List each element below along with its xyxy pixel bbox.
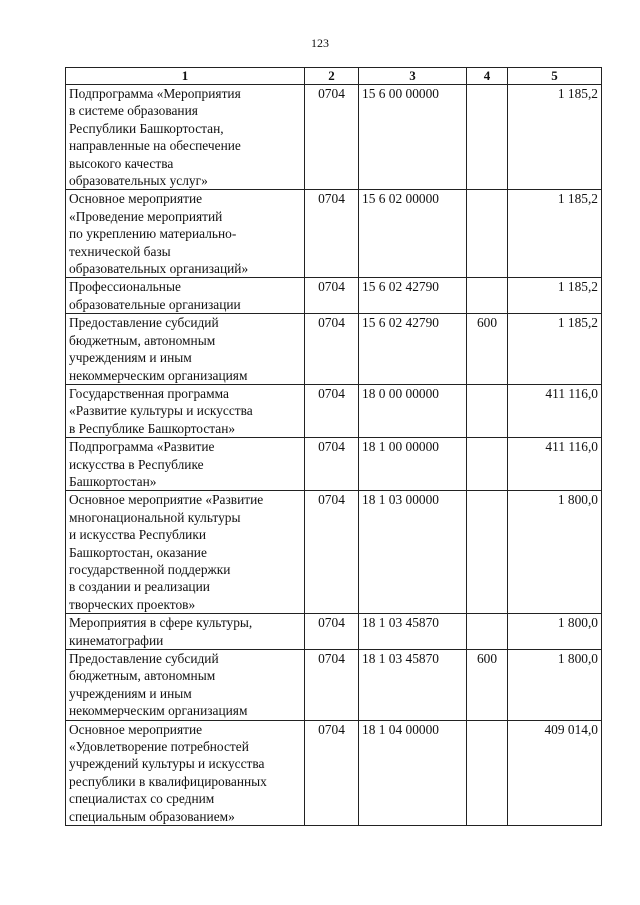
row-target-code: 18 1 00 00000 bbox=[359, 438, 467, 491]
table-row bbox=[66, 614, 602, 650]
row-name-cell bbox=[66, 190, 305, 278]
row-name-line: в системе образования bbox=[69, 103, 198, 119]
table-row bbox=[66, 438, 602, 491]
row-name-cell bbox=[66, 85, 305, 190]
row-amount: 411 116,0 bbox=[508, 438, 602, 491]
row-section-code: 0704 bbox=[305, 650, 359, 721]
row-name-line: «Развитие культуры и искусства bbox=[69, 403, 253, 419]
row-target-code: 15 6 02 00000 bbox=[359, 190, 467, 278]
row-target-code: 18 1 03 00000 bbox=[359, 491, 467, 614]
table-body bbox=[66, 85, 602, 826]
row-name-line: Башкортостан, оказание bbox=[69, 544, 207, 560]
row-name-line: и искусства Республики bbox=[69, 527, 206, 543]
row-name-line: специальным образованием» bbox=[69, 808, 235, 824]
row-name-line: Государственная программа bbox=[69, 385, 229, 401]
row-expense-type: 600 bbox=[467, 650, 508, 721]
row-name-line: направленные на обеспечение bbox=[69, 138, 241, 154]
row-target-code: 15 6 00 00000 bbox=[359, 85, 467, 190]
row-name-line: по укреплению материально- bbox=[69, 226, 237, 242]
row-expense-type bbox=[467, 614, 508, 650]
row-name-line: технической базы bbox=[69, 243, 171, 259]
row-name-line: бюджетным, автономным bbox=[69, 668, 216, 684]
row-name-cell bbox=[66, 720, 305, 825]
row-target-code: 15 6 02 42790 bbox=[359, 278, 467, 314]
row-expense-type bbox=[467, 278, 508, 314]
row-expense-type: 600 bbox=[467, 314, 508, 385]
header-col-1: 1 bbox=[66, 68, 305, 85]
budget-table bbox=[65, 67, 602, 826]
header-col-3: 3 bbox=[359, 68, 467, 85]
row-expense-type bbox=[467, 438, 508, 491]
row-name-cell bbox=[66, 491, 305, 614]
header-col-5: 5 bbox=[508, 68, 602, 85]
row-target-code: 18 1 03 45870 bbox=[359, 650, 467, 721]
row-expense-type bbox=[467, 384, 508, 437]
row-name-line: Башкортостан» bbox=[69, 473, 157, 489]
table-row bbox=[66, 85, 602, 190]
row-name-line: Предоставление субсидий bbox=[69, 651, 219, 666]
row-name-line: образовательных организаций» bbox=[69, 261, 249, 277]
row-name-line: некоммерческим организациям bbox=[69, 703, 248, 719]
row-name-line: образовательных услуг» bbox=[69, 173, 208, 189]
page-number: 123 bbox=[311, 36, 329, 50]
row-amount: 1 185,2 bbox=[508, 314, 602, 385]
row-expense-type bbox=[467, 720, 508, 825]
table-row bbox=[66, 720, 602, 825]
row-name-cell bbox=[66, 650, 305, 721]
row-name-line: искусства в Республике bbox=[69, 456, 204, 472]
row-name-line: «Проведение мероприятий bbox=[69, 208, 223, 224]
header-col-2: 2 bbox=[305, 68, 359, 85]
row-target-code: 18 1 04 00000 bbox=[359, 720, 467, 825]
row-name-cell bbox=[66, 614, 305, 650]
row-section-code: 0704 bbox=[305, 85, 359, 190]
row-name-line: в Республике Башкортостан» bbox=[69, 420, 236, 436]
row-name-line: учреждениям и иным bbox=[69, 685, 192, 701]
row-expense-type bbox=[467, 190, 508, 278]
row-amount: 409 014,0 bbox=[508, 720, 602, 825]
row-section-code: 0704 bbox=[305, 384, 359, 437]
row-name-cell bbox=[66, 438, 305, 491]
row-name-line: Основное мероприятие bbox=[69, 721, 203, 737]
row-section-code: 0704 bbox=[305, 438, 359, 491]
row-name-cell bbox=[66, 314, 305, 385]
row-expense-type bbox=[467, 491, 508, 614]
row-name-cell bbox=[66, 384, 305, 437]
row-name-cell bbox=[66, 278, 305, 314]
row-name-line: бюджетным, автономным bbox=[69, 332, 216, 348]
table-row bbox=[66, 278, 602, 314]
row-name-line: Основное мероприятие bbox=[69, 191, 203, 207]
row-name-line: «Удовлетворение потребностей bbox=[69, 739, 249, 755]
row-target-code: 18 1 03 45870 bbox=[359, 614, 467, 650]
row-section-code: 0704 bbox=[305, 278, 359, 314]
row-name-line: в создании и реализации bbox=[69, 579, 210, 595]
row-name-line: специалистах со средним bbox=[69, 791, 215, 807]
table-row bbox=[66, 384, 602, 437]
table-row bbox=[66, 491, 602, 614]
row-section-code: 0704 bbox=[305, 314, 359, 385]
table-row bbox=[66, 650, 602, 721]
row-name-line: Основное мероприятие «Развитие bbox=[69, 492, 264, 508]
row-name-line: некоммерческим организациям bbox=[69, 367, 248, 383]
row-amount: 1 800,0 bbox=[508, 614, 602, 650]
row-name-line: учреждениям и иным bbox=[69, 350, 192, 366]
row-section-code: 0704 bbox=[305, 190, 359, 278]
row-name-line: учреждений культуры и искусства bbox=[69, 756, 265, 772]
row-name-line: Подпрограмма «Мероприятия bbox=[69, 86, 241, 101]
row-expense-type bbox=[467, 85, 508, 190]
row-section-code: 0704 bbox=[305, 491, 359, 614]
row-name-line: Предоставление субсидий bbox=[69, 315, 219, 331]
row-target-code: 18 0 00 00000 bbox=[359, 384, 467, 437]
row-amount: 1 800,0 bbox=[508, 491, 602, 614]
row-name-line: государственной поддержки bbox=[69, 561, 231, 577]
row-name-line: республики в квалифицированных bbox=[69, 773, 267, 789]
row-name-line: Мероприятия в сфере культуры, bbox=[69, 615, 253, 631]
row-name-line: Профессиональные bbox=[69, 279, 181, 295]
row-amount: 411 116,0 bbox=[508, 384, 602, 437]
row-name-line: образовательные организации bbox=[69, 296, 241, 312]
row-section-code: 0704 bbox=[305, 614, 359, 650]
header-row bbox=[66, 68, 602, 85]
table-row bbox=[66, 314, 602, 385]
row-target-code: 15 6 02 42790 bbox=[359, 314, 467, 385]
row-amount: 1 185,2 bbox=[508, 190, 602, 278]
row-amount: 1 800,0 bbox=[508, 650, 602, 721]
row-name-line: высокого качества bbox=[69, 155, 174, 171]
row-name-line: Республики Башкортостан, bbox=[69, 120, 224, 136]
table-row bbox=[66, 190, 602, 278]
row-section-code: 0704 bbox=[305, 720, 359, 825]
row-name-line: кинематографии bbox=[69, 632, 164, 648]
row-amount: 1 185,2 bbox=[508, 85, 602, 190]
header-col-4: 4 bbox=[467, 68, 508, 85]
row-amount: 1 185,2 bbox=[508, 278, 602, 314]
row-name-line: творческих проектов» bbox=[69, 596, 196, 612]
row-name-line: Подпрограмма «Развитие bbox=[69, 439, 215, 455]
row-name-line: многонациональной культуры bbox=[69, 509, 241, 525]
